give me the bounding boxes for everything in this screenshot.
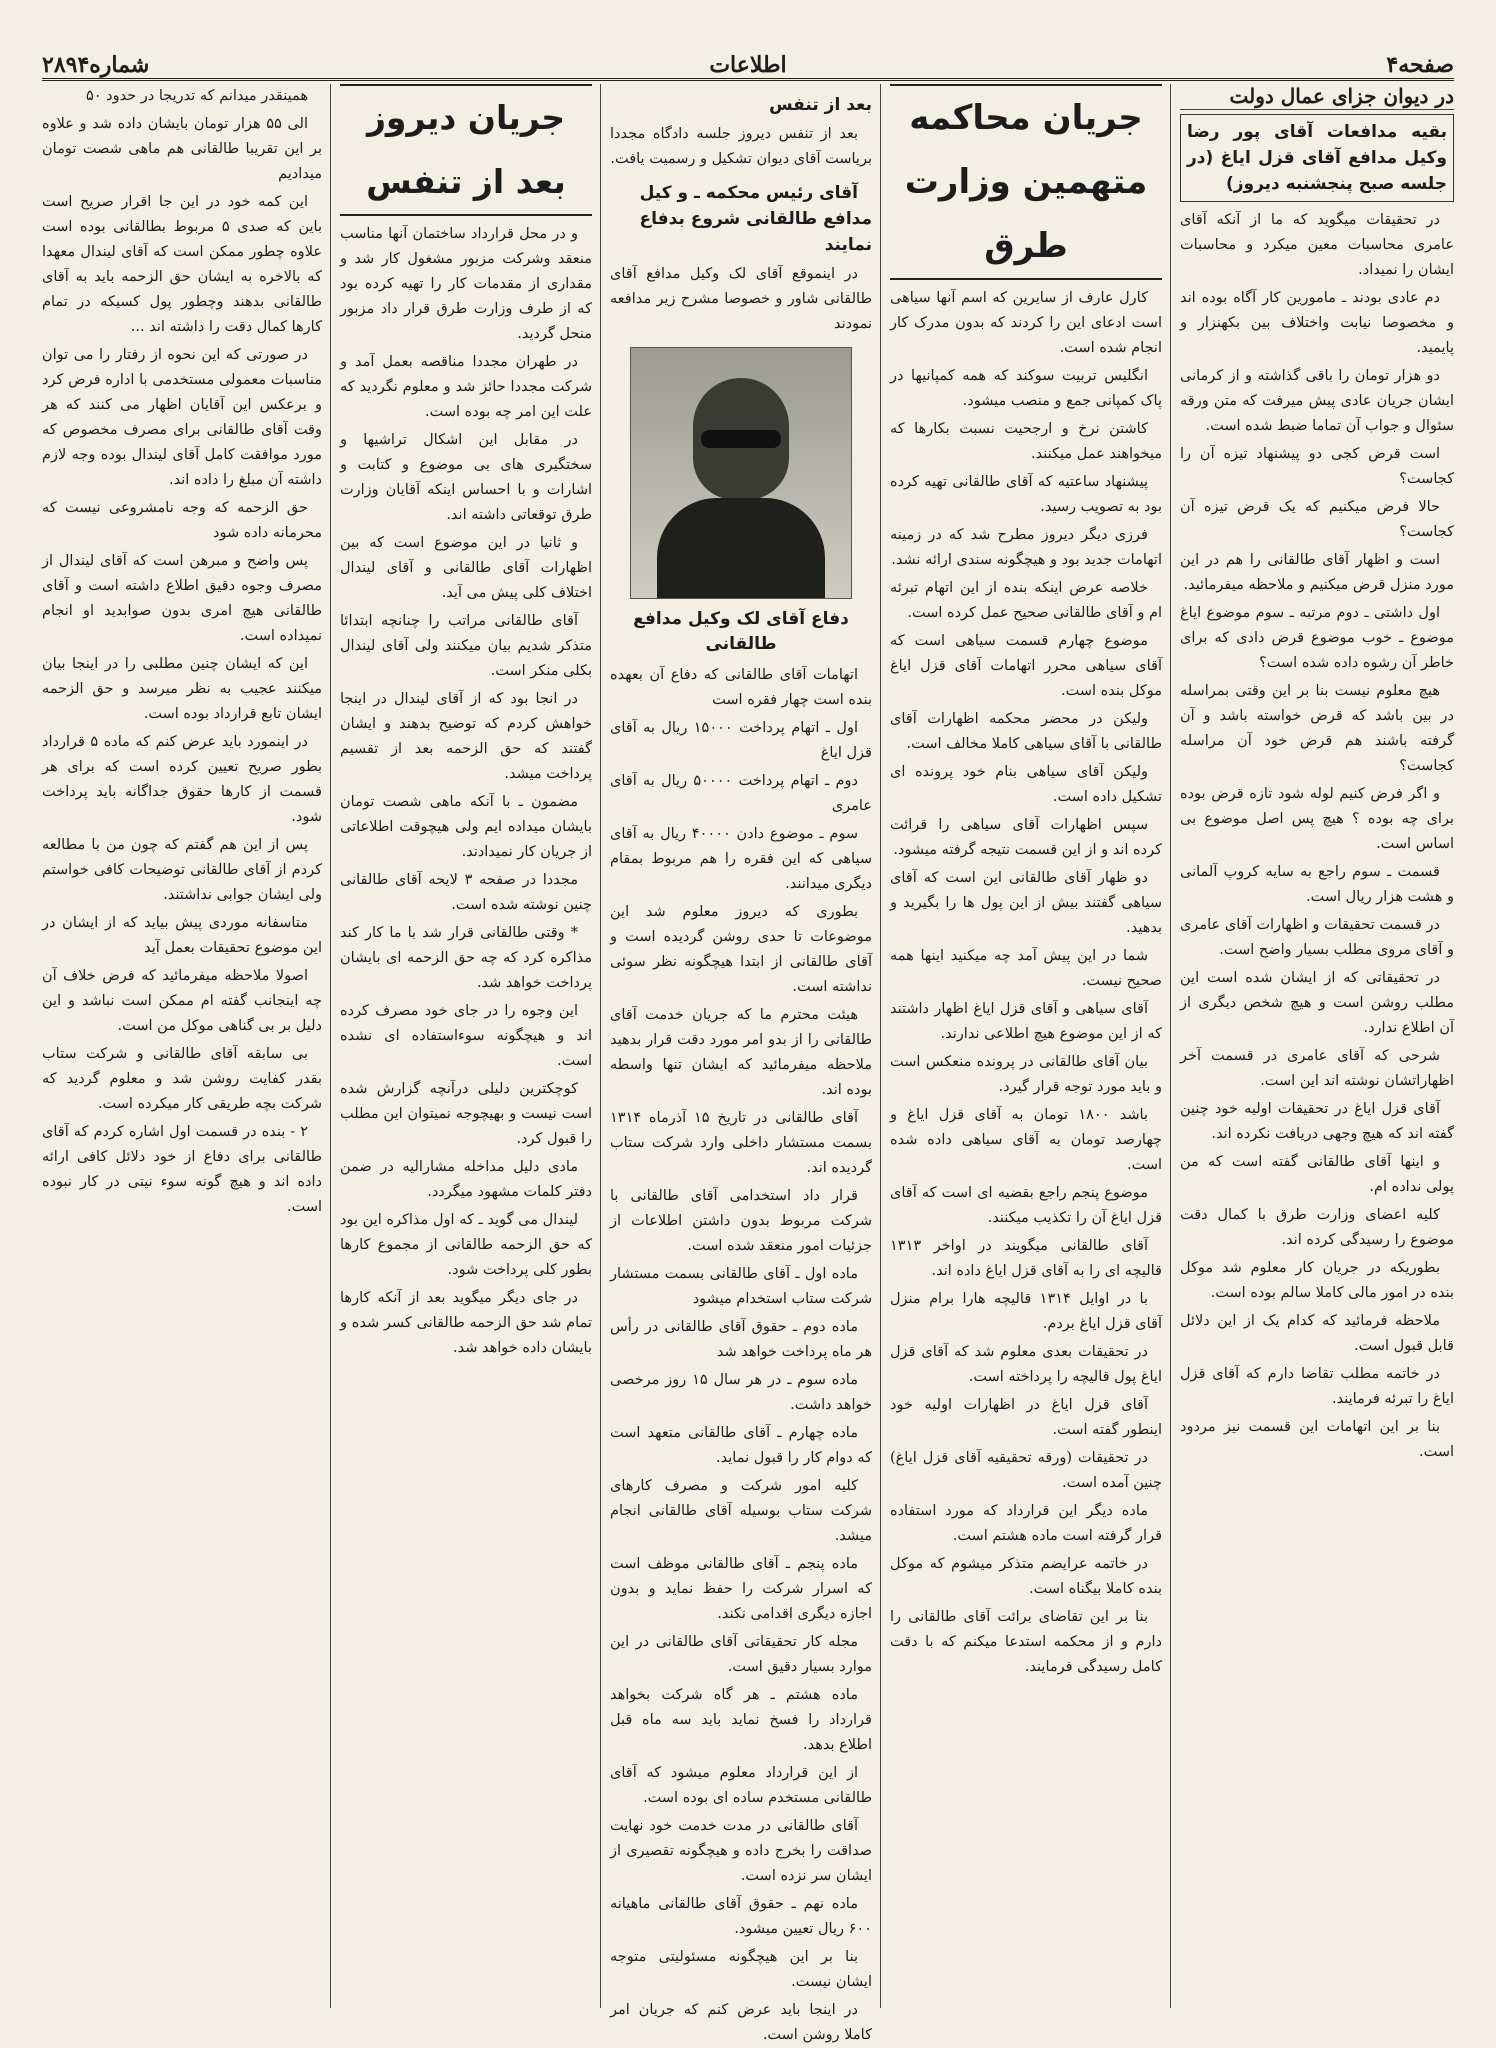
paragraph: مضمون ـ با آنکه ماهی شصت تومان بایشان میداده ایم ولی هیچوقت اطلاعاتی از جریان کار نمیدادند. xyxy=(340,794,592,860)
paragraph: آقای طالقانی مراتب را چنانچه ابتدائا متذکر شدیم بیان میکنند ولی آقای لیندال بکلی منکر است. xyxy=(340,613,592,679)
column-rule xyxy=(600,84,601,2008)
column-rule xyxy=(330,84,331,2008)
paragraph: اول داشتی ـ دوم مرتبه ـ سوم موضوع ایاغ موضوع ـ خوب موضوع قرض دادی که برای خاطر آن رشوه داده شده است؟ xyxy=(1180,605,1454,671)
paragraph: با در اوایل ۱۳۱۴ قالیچه هارا برام منزل آقای قزل ایاغ بردم. xyxy=(890,1291,1162,1332)
paragraph: از این قرارداد معلوم میشود که آقای طالقانی مستخدم ساده ای بوده است. xyxy=(610,1765,872,1806)
paragraph: مادی دلیل مداخله مشارالیه در ضمن دفتر کلمات مشهود میگردد. xyxy=(340,1159,592,1200)
middle-left-column xyxy=(340,84,592,2008)
paragraph: دو هزار تومان را باقی گذاشته و از کرمانی ایشان جریان عادی پیش میرفت که متن ورقه سئوال و جواب آن تماما ضبط شده است. xyxy=(1180,368,1454,434)
paragraph: ماده دوم ـ حقوق آقای طالقانی در رأس هر ماه پرداخت خواهد شد xyxy=(610,1319,872,1360)
paragraph: ماده دیگر این قرارداد که مورد استفاده قرار گرفته است ماده هشتم است. xyxy=(890,1503,1162,1544)
paragraph: این وجوه را در جای خود مصرف کرده اند و هیچگونه سوءاستفاده ای نشده است. xyxy=(340,1003,592,1069)
paragraph: است قرض کجی دو پیشنهاد تیزه آن را کجاست؟ xyxy=(1180,446,1454,487)
masthead xyxy=(42,52,1454,81)
paragraph: سوم ـ موضوع دادن ۴۰۰۰۰ ریال به آقای سیاهی که این فقره را هم مربوط بمقام دیگری میدانند. xyxy=(610,826,872,892)
paragraph: شما در این پیش آمد چه میکنید اینها همه صحیح نیست. xyxy=(890,948,1162,989)
paragraph: است و اظهار آقای طالقانی را هم در این مورد منزل قرض میکنیم و ملاحظه میفرمائید. xyxy=(1180,552,1454,593)
paragraph: در تحقیقات بعدی معلوم شد که آقای قزل ایاغ پول قالیچه را پرداخته است. xyxy=(890,1344,1162,1385)
paragraph: ماده نهم ـ حقوق آقای طالقانی ماهیانه ۶۰۰ ریال تعیین میشود. xyxy=(610,1896,872,1937)
paragraph: کلیه امور شرکت و مصرف کارهای شرکت ستاب بوسیله آقای طالقانی انجام میشد. xyxy=(610,1478,872,1544)
paragraph: آقای طالقانی در تاریخ ۱۵ آذرماه ۱۳۱۴ بسمت مستشار داخلی وارد شرکت ستاب گردیده اند. xyxy=(610,1110,872,1176)
paragraph: موضوع چهارم قسمت سیاهی است که آقای سیاهی محرر اتهامات آقای قزل ایاغ موکل بنده است. xyxy=(890,633,1162,699)
section-subhead: بعد از تنفس xyxy=(769,95,872,115)
paragraph: در انجا بود که از آقای لیندال در اینجا خواهش کردم که توضیح بدهند و ایشان گفتند که حق الزحمه بعد از تقسیم پرداخت میشد. xyxy=(340,691,592,782)
paragraph: بطوری که دیروز معلوم شد این موضوعات تا حدی روشن گردیده است و آقای طالقانی از ابتدا هیچگونه نظر سوئی نداشته است. xyxy=(610,904,872,995)
article-headline: جریان محاکمه متهمین وزارت طرق xyxy=(890,84,1162,280)
paragraph: حالا فرض میکنیم که یک قرض تیزه آن کجاست؟ xyxy=(1180,499,1454,540)
paragraph: در خاتمه مطلب تقاضا دارم که آقای قزل ایاغ را تبرئه فرمایند. xyxy=(1180,1366,1454,1407)
paragraph: بنا بر این اتهامات این قسمت نیز مردود است. xyxy=(1180,1419,1454,1460)
paragraph: آقای طالقانی در مدت خدمت خود نهایت صداقت را بخرج داده و هیچگونه تقصیری از ایشان سر نزده است. xyxy=(610,1818,872,1884)
section-kicker: در دیوان جزای عمال دولت xyxy=(1180,84,1454,110)
paragraph: در اینموقع آقای لک وکیل مدافع آقای طالقانی شاور و خصوصا مشرح زیر مدافعه نمودند xyxy=(610,266,872,332)
paragraph: دوم ـ اتهام پرداخت ۵۰۰۰۰ ریال به آقای عامری xyxy=(610,773,872,814)
paragraph: در تحقیقات میگوید که ما از آنکه آقای عامری محاسبات معین میکرد و محاسبات ایشان را نمیداد. xyxy=(1180,212,1454,278)
paragraph: در جای دیگر میگوید بعد از آنکه کارها تمام شد حق الزحمه طالقانی کسر شده و بایشان داده خواهد شد. xyxy=(340,1290,592,1356)
paragraph: انگلیس تربیت سوکند که همه کمپانیها در پاک کمپانی جمع و منصب میشود. xyxy=(890,368,1162,409)
paragraph: حق الزحمه که وجه نامشروعی نیست که محرمانه داده شود xyxy=(42,500,322,541)
paragraph: ماده هشتم ـ هر گاه شرکت بخواهد قرارداد را فسخ نماید باید سه ماه قبل اطلاع بدهد. xyxy=(610,1687,872,1753)
paragraph: اصولا ملاحظه میفرمائید که فرض خلاف آن چه اینجانب گفته ام ممکن است نباشد و این دلیل بر بی گناهی موکل من است. xyxy=(42,968,322,1034)
paragraph: سپس اظهارات آقای سیاهی را قرائت کرده اند و از این قسمت نتیجه گرفته میشود. xyxy=(890,817,1162,858)
paragraph: فرزی دیگر دیروز مطرح شد که در زمینه اتهامات جدید بود و هیچگونه سندی ارائه نشد. xyxy=(890,527,1162,568)
paragraph: قرار داد استخدامی آقای طالقانی با شرکت مربوط بدون داشتن اطلاعات از جزئیات امور منعقد شده است. xyxy=(610,1188,872,1254)
paragraph: باشد ۱۸۰۰ تومان به آقای قزل ایاغ و چهارصد تومان به آقای سیاهی داده شده است. xyxy=(890,1107,1162,1173)
column-rule xyxy=(1170,84,1171,2008)
paragraph: ملاحظه فرمائید که کدام یک از این دلائل قابل قبول است. xyxy=(1180,1313,1454,1354)
paragraph: آقای طالقانی میگویند در اواخر ۱۳۱۳ قالیچه ای را به آقای قزل ایاغ داده اند. xyxy=(890,1238,1162,1279)
paragraph: بطوریکه در جریان کار معلوم شد موکل بنده در امور مالی کاملا سالم بوده است. xyxy=(1180,1260,1454,1301)
paragraph: خلاصه عرض اینکه بنده از این اتهام تبرئه ام و آقای طالقانی صحیح عمل کرده است. xyxy=(890,580,1162,621)
paragraph: آقای قزل ایاغ در تحقیقات اولیه خود چنین گفته اند که هیچ وجهی دریافت نکرده اند. xyxy=(1180,1101,1454,1142)
paragraph: آقای رئیس محکمه ـ و کیل مدافع طالقانی شروع بدفاع نمایند xyxy=(639,183,872,255)
paragraph: اول ـ اتهام پرداخت ۱۵۰۰۰ ریال به آقای قزل ایاغ xyxy=(610,720,872,761)
issue-number: شماره۲۸۹۴ xyxy=(42,52,150,78)
paragraph: الی ۵۵ هزار تومان بایشان داده شد و علاوه بر این تقریبا طالقانی هم ماهی شصت تومان میدادیم xyxy=(42,116,322,182)
paragraph: مجله کار تحقیقاتی آقای طالقانی در این موارد بسیار دقیق است. xyxy=(610,1634,872,1675)
paper-name: اطلاعات xyxy=(709,52,787,78)
paragraph: کارل عارف از سایرین که اسم آنها سیاهی است ادعای این را کردند که بدون مدرک کار انجام شده است. xyxy=(890,290,1162,356)
paragraph: هیئت محترم ما که جریان خدمت آقای طالقانی را از بدو امر مورد دقت قرار بدهید ملاحظه میفرمائید که ایشان تنها واسطه بوده اند. xyxy=(610,1007,872,1098)
paragraph: آقای سیاهی و آقای قزل ایاغ اظهار داشتند که از این موضوع هیچ اطلاعی ندارند. xyxy=(890,1001,1162,1042)
portrait-photo xyxy=(630,347,852,599)
paragraph: لیندال می گوید ـ که اول مذاکره این بود که حق الزحمه طالقانی از مجموع کارها بطور کلی پرداخت شود. xyxy=(340,1212,592,1278)
paragraph: این که ایشان چنین مطلبی را در اینجا بیان میکنند عجیب به نظر میرسد و حق الزحمه ایشان تابع قرارداد بوده است. xyxy=(42,656,322,722)
portrait-body xyxy=(657,498,825,598)
paragraph: و اینها آقای طالقانی گفته است که من پولی نداده ام. xyxy=(1180,1154,1454,1195)
box-heading: بقیه مدافعات آقای پور رضا وکیل مدافع آقای قزل ایاغ (در جلسه صبح پنجشنبه دیروز) xyxy=(1180,114,1454,202)
paragraph: پیشنهاد ساعتیه که آقای طالقانی تهیه کرده بود به تصویب رسید. xyxy=(890,474,1162,515)
paragraph: ماده سوم ـ در هر سال ۱۵ روز مرخصی خواهد داشت. xyxy=(610,1372,872,1413)
paragraph: در تحقیقات (ورقه تحقیقیه آقای قزل ایاغ) چنین آمده است. xyxy=(890,1450,1162,1491)
article-headline: جریان دیروز بعد از تنفس xyxy=(340,84,592,216)
column-rule xyxy=(880,84,881,2008)
paragraph: ماده چهارم ـ آقای طالقانی متعهد است که دوام کار را قبول نماید. xyxy=(610,1425,872,1466)
paragraph: بعد از تنفس دیروز جلسه دادگاه مجددا بریاست آقای دیوان تشکیل و رسمیت یافت. xyxy=(610,126,872,167)
left-column xyxy=(42,84,322,2008)
paragraph: و ثانیا در این موضوع است که بین اظهارات آقای طالقانی و آقای لیندال اختلاف کلی پیش می آید. xyxy=(340,535,592,601)
paragraph: این کمه خود در این جا اقرار صریح است باین که صدی ۵ مربوط بطالقانی بوده است علاوه چطور ممکن است که آقای لیندال معهدا که بالاخره به ایشان حق الزحمه باید به آقای طالقانی بدهند وچطور پول کسیکه در تمام کارها کمال دقت را داشته اند ... xyxy=(42,194,322,335)
paragraph: و اگر فرض کنیم لوله شود تازه قرض بوده برای چه بوده ؟ هیچ پس اصل موضوع بی اساس است. xyxy=(1180,786,1454,852)
center-column xyxy=(610,84,872,2043)
portrait-glasses xyxy=(701,430,781,448)
paragraph: اتهامات آقای طالقانی که دفاع آن بعهده بنده است چهار فقره است xyxy=(610,667,872,708)
paragraph: هیچ معلوم نیست بنا بر این وقتی بمراسله در بین باشد که قرض خواسته باشد و آن گرفته باشند هم قرض خود آن مراسله کجاست؟ xyxy=(1180,683,1454,774)
paragraph: پس از این هم گفتم که چون من با مطالعه کردم از آقای طالقانی توضیحات کافی خواستم ولی ایشان جوابی نداشتند. xyxy=(42,837,322,903)
middle-right-column-body xyxy=(890,286,1162,1680)
paragraph: ۲ - بنده در قسمت اول اشاره کردم که آقای طالقانی برای دفاع از خود دلائل کافی ارائه داده اند و هیچ گونه سوء نیتی در کار نبوده است. xyxy=(42,1124,322,1215)
paragraph: ماده پنجم ـ آقای طالقانی موظف است که اسرار شرکت را حفظ نماید و بدون اجازه دیگری اقدامی نکند. xyxy=(610,1556,872,1622)
paragraph: دم عادی بودند ـ مامورین کار آگاه بوده اند و مخصوصا نیابت واختلاف بین بکهنزار و پایمید. xyxy=(1180,290,1454,356)
middle-right-column xyxy=(890,84,1162,2008)
paragraph: شرحی که آقای عامری در قسمت آخر اظهاراتشان نوشته اند این است. xyxy=(1180,1048,1454,1089)
paragraph: دو ظهار آقای طالقانی این است که آقای سیاهی گفتند بیش از این پول ها را بگیرید و بدهید. xyxy=(890,870,1162,936)
paragraph: پس واضح و مبرهن است که آقای لیندال از مصرف وجوه دقیق اطلاع داشته است و آقای طالقانی هیچ امری بدون صوابدید او انجام نمیداده است. xyxy=(42,553,322,644)
right-column-body xyxy=(1180,208,1454,1465)
page-number: صفحه۴ xyxy=(1386,52,1454,78)
paragraph: ولیکن در محضر محکمه اظهارات آقای طالقانی با آقای سیاهی کاملا مخالف است. xyxy=(890,711,1162,752)
paragraph: کاشتن نرخ و ارجحیت نسبت بکارها که میخواهند عمل میکنند. xyxy=(890,421,1162,462)
paragraph: در صورتی که این نحوه از رفتار را می توان مناسبات معمولی مستخدمی با اداره فرض کرد و برعکس این آقایان اظهار می کنند که هر وقت آقای طالقانی برای مصرف مخصوص که مورد موافقت کامل آقای لیندال بوده وجه لازم داشته آن مبلغ را داده اند. xyxy=(42,347,322,488)
paragraph: در طهران مجددا مناقصه بعمل آمد و شرکت مجددا حائز شد و معلوم نگردید که علت این امر چه بوده است. xyxy=(340,354,592,420)
paragraph: در اینجا باید عرض کنم که جریان امر کاملا روشن است. xyxy=(610,2002,872,2043)
paragraph: بنا بر این هیچگونه مسئولیتی متوجه ایشان نیست. xyxy=(610,1949,872,1990)
paragraph: در خاتمه عرایضم متذکر میشوم که موکل بنده کاملا بیگناه است. xyxy=(890,1556,1162,1597)
photo-caption: دفاع آقای لک وکیل مدافع طالقانی xyxy=(633,609,849,654)
paragraph: متاسفانه موردی پیش بیاید که از ایشان در این موضوع تحقیقات بعمل آید xyxy=(42,915,322,956)
middle-left-column-body xyxy=(340,222,592,1361)
paragraph: کوچکترین دلیلی درآنچه گزارش شده است نیست و بهیچوجه نمیتوان این مطلب را قبول کرد. xyxy=(340,1081,592,1147)
paragraph: و در محل قرارداد ساختمان آنها مناسب منعقد وشرکت مزبور مشغول کار شد و مقداری از مقدمات کار را تهیه کرده بود که از طرف وزارت طرق قرار داد مزبور منحل گردید. xyxy=(340,226,592,342)
paragraph: در اینمورد باید عرض کنم که ماده ۵ قرارداد بطور صریح تعیین کرده است که برای هر قسمت از کارها حقوق جداگانه باید پرداخت شود. xyxy=(42,734,322,825)
center-column-body xyxy=(610,663,872,2048)
paragraph: بیان آقای طالقانی در پرونده منعکس است و باید مورد توجه قرار گیرد. xyxy=(890,1054,1162,1095)
paragraph: موضوع پنجم راجع بقضیه ای است که آقای قزل ایاغ آن را تکذیب میکنند. xyxy=(890,1185,1162,1226)
paragraph: کلیه اعضای وزارت طرق با کمال دقت موضوع را رسیدگی کرده اند. xyxy=(1180,1207,1454,1248)
paragraph: در قسمت تحقیقات و اظهارات آقای عامری و آقای مروی مطلب بسیار واضح است. xyxy=(1180,917,1454,958)
paragraph: همینقدر میدانم که تدریجا در حدود ۵۰ xyxy=(85,88,308,104)
right-column xyxy=(1180,84,1454,2008)
paragraph: بی سابقه آقای طالقانی و شرکت ستاب بقدر کفایت روشن شد و معلوم گردید که شرکت بچه طریقی کار میکرده است. xyxy=(42,1046,322,1112)
paragraph: ماده اول ـ آقای طالقانی بسمت مستشار شرکت ستاب استخدام میشود xyxy=(610,1266,872,1307)
paragraph: * وقتی طالقانی قرار شد با ما کار کند مذاکره کرد که چه حق الزحمه ای بایشان پرداخت خواهد شد. xyxy=(340,925,592,991)
paragraph: مجددا در صفحه ۳ لایحه آقای طالقانی چنین نوشته شده است. xyxy=(340,872,592,913)
paragraph: آقای قزل ایاغ در اظهارات اولیه خود اینطور گفته است. xyxy=(890,1397,1162,1438)
paragraph: در تحقیقاتی که از ایشان شده است این مطلب روشن است و هیچ شخص دیگری از آن اطلاع ندارد. xyxy=(1180,970,1454,1036)
paragraph: در مقابل این اشکال تراشیها و سختگیری های بی موضوع و کتابت و اشارات و با احساس اینکه آقایان وزارت طرق توقعاتی داشته اند. xyxy=(340,432,592,523)
paragraph: قسمت ـ سوم راجع به سایه کروپ آلمانی و هشت هزار ریال است. xyxy=(1180,864,1454,905)
paragraph: ولیکن آقای سیاهی بنام خود پرونده ای تشکیل داده است. xyxy=(890,764,1162,805)
paragraph: بنا بر این تقاضای برائت آقای طالقانی را دارم و از محکمه استدعا میکنم که با دقت کامل رسیدگی فرمایند. xyxy=(890,1609,1162,1675)
